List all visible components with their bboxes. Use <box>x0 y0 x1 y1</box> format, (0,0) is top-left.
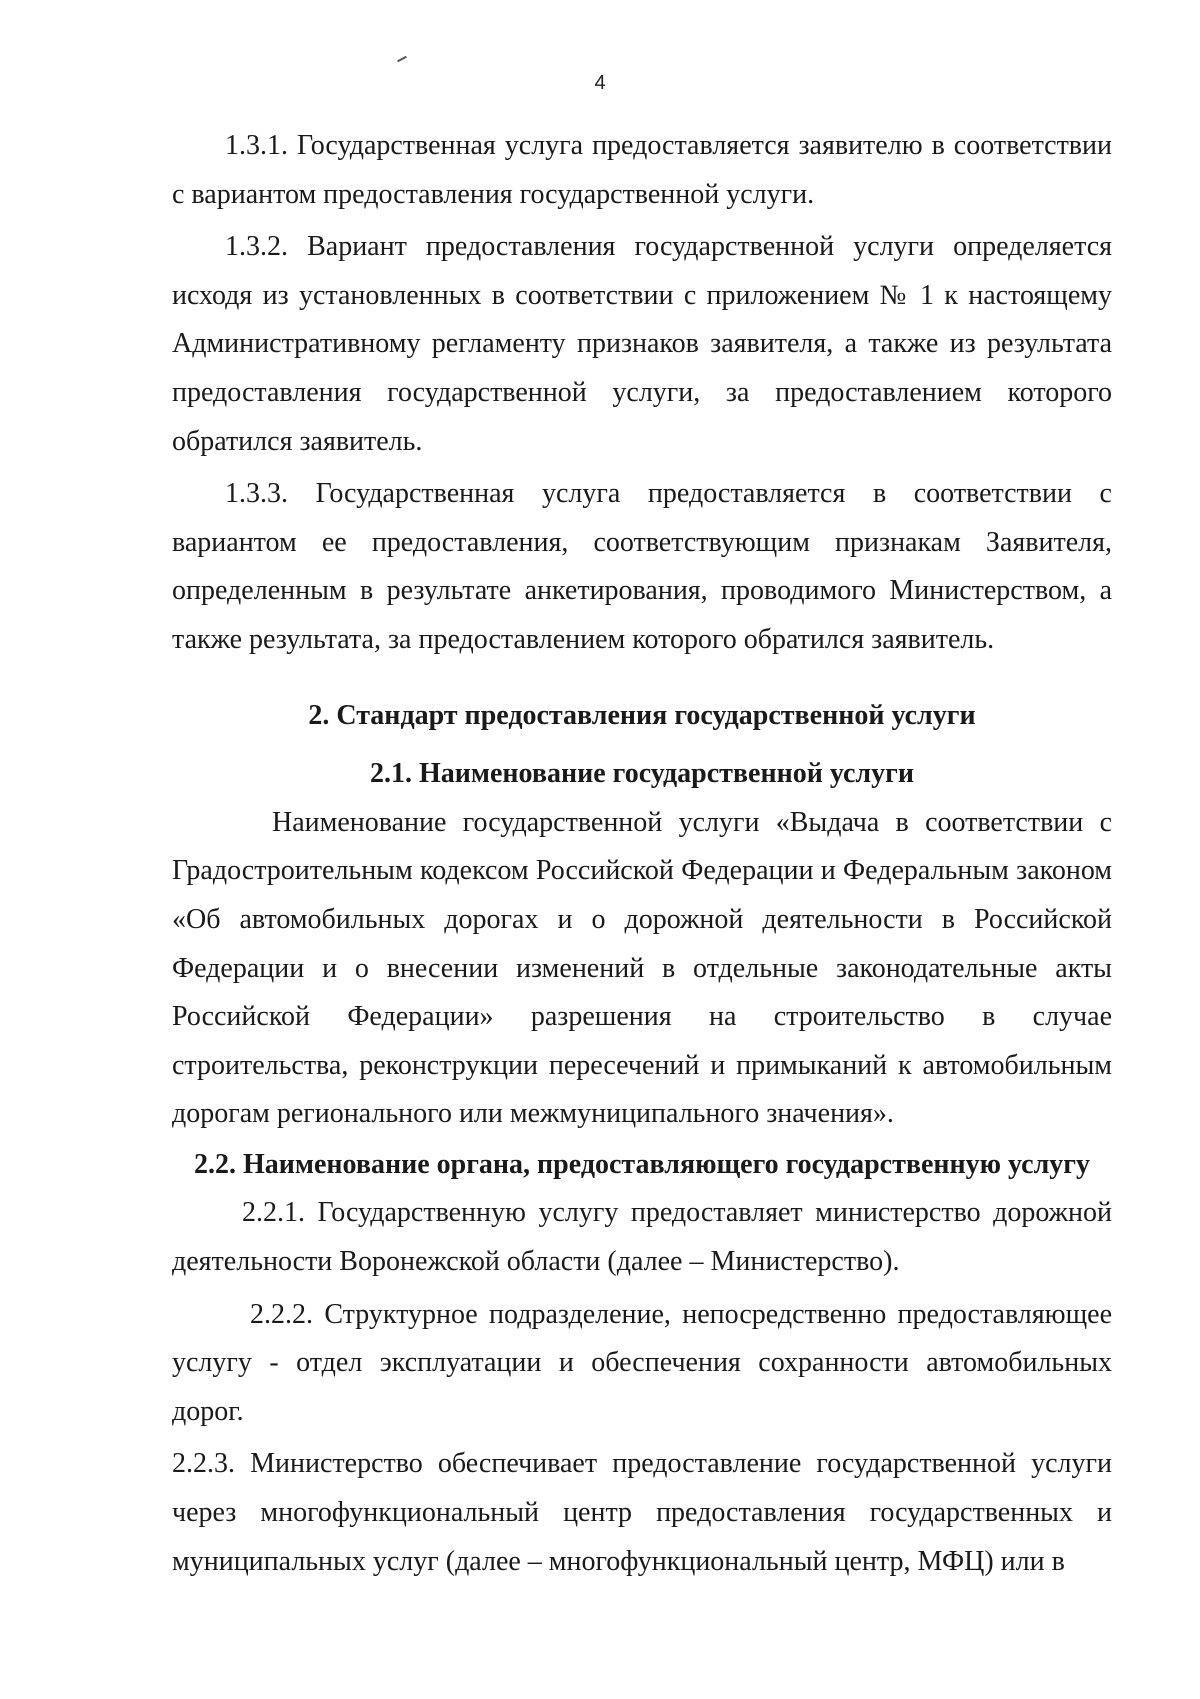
paragraph-2-1-service-name: Наименование государственной услуги «Выдача в соответствии с Градостроительным кодексом Российской Федерации и Федеральным законом «Об автомобильных дорогах и о дорожной деятельности в Российской Федерации и о внесении изменений в отдельные законодательные акты Российской Федерации» разрешения на строительство в случае строительства, реконструкции пересечений и примыканий к автомобильным дорогам регионального или межмуниципального значения». <box>172 806 1112 1130</box>
document-body <box>172 122 1112 1586</box>
paragraph-1-3-2: 1.3.2. Вариант предоставления государственной услуги определяется исходя из установленных в соответствии с приложением № 1 к настоящему Административному регламенту признаков заявителя, а также из результата предоставления государственной услуги, за предоставлением которого обратился заявитель. <box>172 231 1112 457</box>
heading-section-2-1: 2.1. Наименование государственной услуги <box>370 758 914 790</box>
paragraph-2-2-1: 2.2.1. Государственную услугу предоставляет министерство дорожной деятельности Воронежской области (далее – Министерство). <box>172 1197 1112 1278</box>
heading-section-2: 2. Стандарт предоставления государственной услуги <box>308 699 976 731</box>
paragraph-1-3-3: 1.3.3. Государственная услуга предоставляется в соответствии с вариантом ее предоставления, соответствующим признакам Заявителя, определенным в результате анкетирования, проводимого Министерством, а также результата, за предоставлением которого обратился заявитель. <box>172 478 1112 655</box>
paragraph-2-2-3: 2.2.3. Министерство обеспечивает предоставление государственной услуги через многофункциональный центр предоставления государственных и муниципальных услуг (далее – многофункциональный центр, МФЦ) или в <box>172 1448 1112 1577</box>
page-number: 4 <box>594 72 606 94</box>
paragraph-2-2-2: 2.2.2. Структурное подразделение, непосредственно предоставляющее услугу - отдел эксплуатации и обеспечения сохранности автомобильных дорог. <box>172 1298 1112 1427</box>
heading-section-2-2: 2.2. Наименование органа, предоставляющего государственную услугу <box>193 1148 1091 1180</box>
scan-artifact-mark <box>397 56 407 62</box>
paragraph-1-3-1: 1.3.1. Государственная услуга предоставляется заявителю в соответствии с вариантом предоставления государственной услуги. <box>172 130 1112 210</box>
